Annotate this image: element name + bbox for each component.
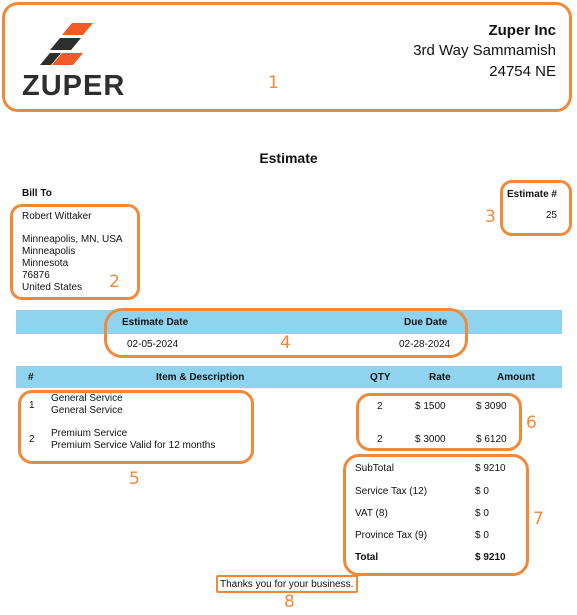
column-header-rate: Rate <box>429 372 451 383</box>
annotation-label-8: 8 <box>284 592 295 612</box>
row-number: 2 <box>29 434 35 445</box>
customer-name: Robert Wittaker <box>22 211 92 222</box>
address-line: Minneapolis, MN, USA <box>22 234 123 245</box>
address-line: United States <box>22 282 83 293</box>
vat-value: $ 0 <box>475 508 489 519</box>
bill-to-label: Bill To <box>22 188 52 199</box>
document-title: Estimate <box>259 150 318 166</box>
company-name: Zuper Inc <box>488 22 556 39</box>
annotation-label-6: 6 <box>526 413 537 433</box>
subtotal-value: $ 9210 <box>475 463 506 474</box>
subtotal-label: SubTotal <box>355 463 394 474</box>
estimate-number-value: 25 <box>545 210 557 221</box>
service-tax-label: Service Tax (12) <box>355 486 428 497</box>
estimate-date-label: Estimate Date <box>122 317 189 328</box>
item-qty: 2 <box>377 434 383 445</box>
address-line: 76876 <box>22 270 50 281</box>
item-name: General Service <box>51 393 123 404</box>
item-detail: Premium Service Valid for 12 months <box>51 440 216 451</box>
column-header-number: # <box>28 372 34 383</box>
items-header-band <box>16 366 562 388</box>
item-amount: $ 6120 <box>476 434 507 445</box>
item-detail: General Service <box>51 405 123 416</box>
item-description <box>51 393 123 417</box>
company-address-line1: 3rd Way Sammamish <box>413 42 556 59</box>
address-line: Minneapolis <box>22 246 76 257</box>
item-amount: $ 3090 <box>476 401 507 412</box>
province-tax-value: $ 0 <box>475 530 489 541</box>
annotation-label-2: 2 <box>109 272 120 292</box>
item-rate: $ 3000 <box>415 434 446 445</box>
province-tax-label: Province Tax (9) <box>355 530 428 541</box>
item-qty: 2 <box>377 401 383 412</box>
company-address-line2: 24754 NE <box>489 63 556 80</box>
row-number: 1 <box>29 400 35 411</box>
thank-you-note: Thanks you for your business. <box>220 579 354 590</box>
annotation-label-5: 5 <box>129 469 140 489</box>
total-label: Total <box>355 552 379 563</box>
annotation-label-1: 1 <box>268 73 279 93</box>
item-rate: $ 1500 <box>415 401 446 412</box>
logo-wordmark: ZUPER <box>22 70 126 102</box>
item-name: Premium Service <box>51 428 128 439</box>
estimate-date-value: 02-05-2024 <box>127 339 179 350</box>
column-header-qty: QTY <box>370 372 391 383</box>
company-info <box>413 22 556 82</box>
due-date-value: 02-28-2024 <box>399 339 451 350</box>
column-header-amount: Amount <box>497 372 535 383</box>
vat-label: VAT (8) <box>355 508 388 519</box>
total-value: $ 9210 <box>475 552 506 563</box>
bill-to-address <box>22 211 123 294</box>
annotation-label-3: 3 <box>485 207 496 227</box>
service-tax-value: $ 0 <box>475 486 489 497</box>
annotation-label-4: 4 <box>280 333 291 353</box>
due-date-label: Due Date <box>404 317 448 328</box>
column-header-item: Item & Description <box>156 372 245 383</box>
item-description <box>51 428 215 452</box>
estimate-number-label: Estimate # <box>506 189 557 200</box>
address-line: Minnesota <box>22 258 69 269</box>
annotation-label-7: 7 <box>533 509 544 529</box>
